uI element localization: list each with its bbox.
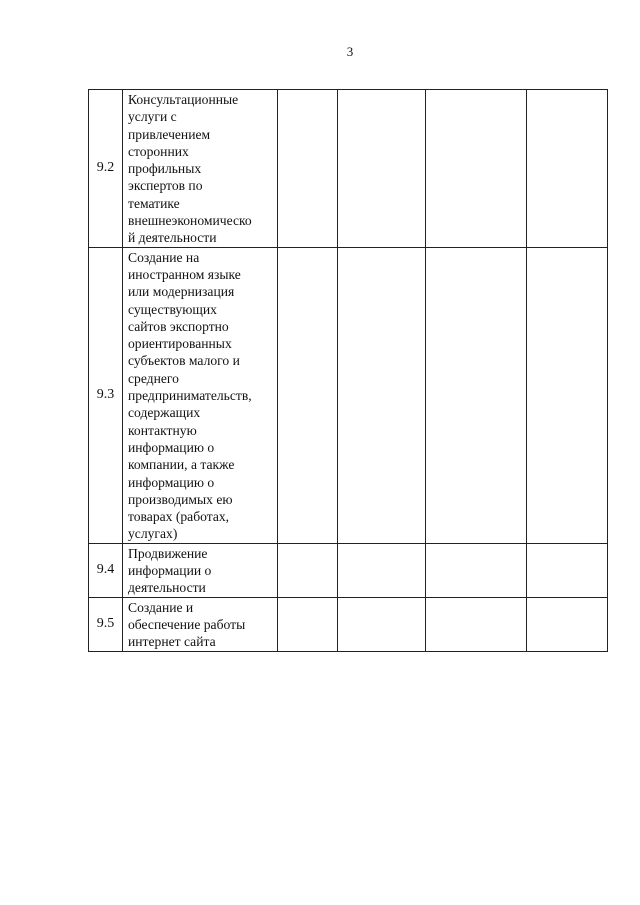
row-number: 9.2 — [89, 90, 123, 248]
description-line: услугах) — [128, 526, 178, 542]
description-line: среднего — [128, 370, 179, 386]
row-number: 9.5 — [89, 597, 123, 651]
description-line: субъектов малого и — [128, 353, 240, 369]
description-line: внешнеэкономическо — [128, 213, 252, 229]
description-line: услуги с — [128, 109, 177, 125]
empty-cell — [527, 247, 608, 543]
description-line: содержащих — [128, 405, 201, 421]
row-number: 9.4 — [89, 543, 123, 597]
empty-cell — [278, 247, 338, 543]
empty-cell — [527, 543, 608, 597]
row-description — [123, 597, 278, 651]
empty-cell — [338, 90, 426, 248]
empty-cell — [426, 543, 527, 597]
description-line: товарах (работах, — [128, 509, 230, 525]
empty-cell — [527, 90, 608, 248]
description-line: тематике — [128, 195, 180, 211]
description-line: Создание и — [128, 599, 194, 615]
table-row — [89, 597, 608, 651]
description-line: иностранном языке — [128, 266, 241, 282]
empty-cell — [278, 90, 338, 248]
empty-cell — [426, 597, 527, 651]
page-number: 3 — [346, 44, 354, 59]
row-number: 9.3 — [89, 247, 123, 543]
empty-cell — [426, 247, 527, 543]
description-line: ориентированных — [128, 336, 232, 352]
empty-cell — [278, 543, 338, 597]
description-line: й деятельности — [128, 230, 217, 246]
description-line: обеспечение работы — [128, 616, 246, 632]
description-line: сайтов экспортно — [128, 318, 229, 334]
row-description — [123, 247, 278, 543]
table-row — [89, 90, 608, 248]
services-table — [88, 89, 608, 652]
description-line: существующих — [128, 301, 217, 317]
description-line: информацию о — [128, 474, 215, 490]
description-line: контактную — [128, 422, 197, 438]
row-description — [123, 543, 278, 597]
description-line: экспертов по — [128, 178, 203, 194]
empty-cell — [426, 90, 527, 248]
description-line: предпринимательств, — [128, 388, 252, 404]
description-line: сторонних — [128, 143, 189, 159]
description-line: или модернизация — [128, 284, 235, 300]
empty-cell — [338, 597, 426, 651]
description-line: Продвижение — [128, 545, 208, 561]
description-line: Создание на — [128, 249, 200, 265]
table-row — [89, 247, 608, 543]
description-line: привлечением — [128, 126, 211, 142]
empty-cell — [527, 597, 608, 651]
description-line: информации о — [128, 563, 212, 579]
empty-cell — [338, 543, 426, 597]
description-line: интернет сайта — [128, 634, 216, 650]
description-line: профильных — [128, 161, 202, 177]
description-line: производимых ею — [128, 491, 233, 507]
description-line: компании, а также — [128, 457, 235, 473]
description-line: деятельности — [128, 580, 206, 596]
row-description — [123, 90, 278, 248]
table-row — [89, 543, 608, 597]
description-line: информацию о — [128, 439, 215, 455]
empty-cell — [338, 247, 426, 543]
empty-cell — [278, 597, 338, 651]
description-line: Консультационные — [128, 92, 239, 107]
